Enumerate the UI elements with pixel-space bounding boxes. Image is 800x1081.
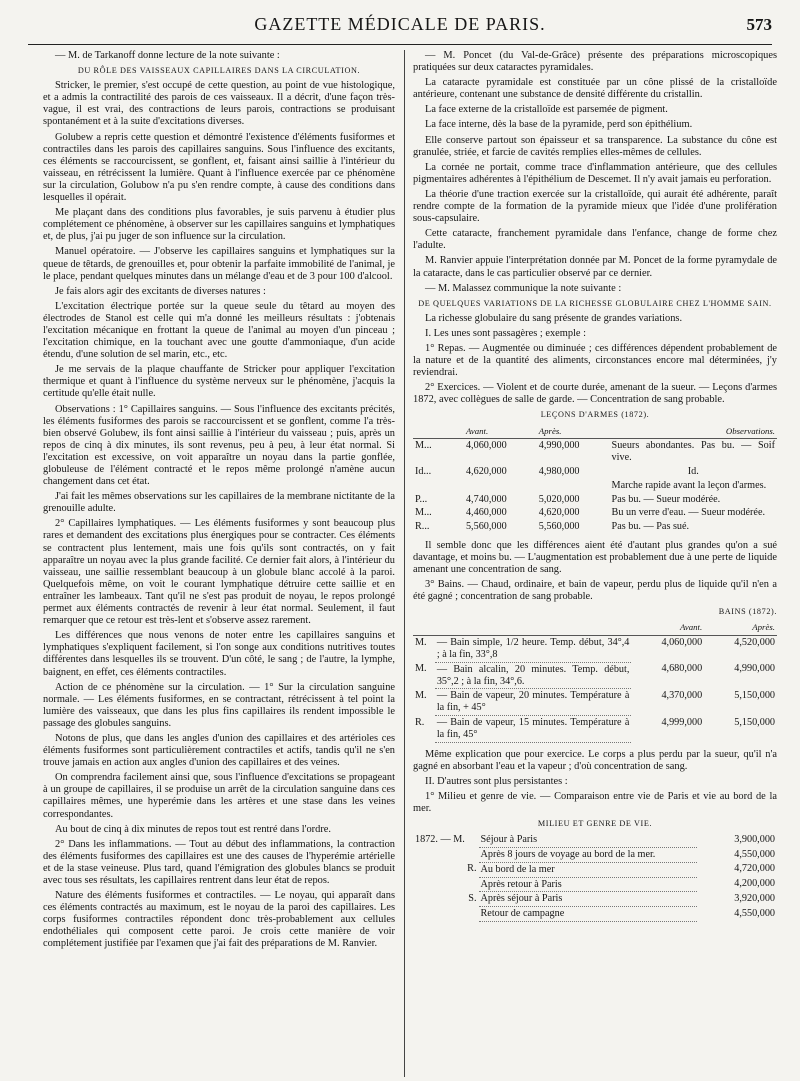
table-cell: 4,520,000 xyxy=(734,637,775,649)
table-header-cell xyxy=(413,621,435,635)
paragraph: 1° Repas. — Augmentée ou diminuée ; ces différences dépendent probablement de la nature et de la quantité des aliments, circonstances encore mal déterminées, j'y reviendrai. xyxy=(413,342,777,379)
table-cell: R. xyxy=(467,863,477,875)
table-row xyxy=(413,662,777,689)
paragraph: Je fais alors agir des excitants de diverses natures : xyxy=(55,285,266,297)
table-row xyxy=(413,506,777,520)
table-cell: 4,999,000 xyxy=(661,716,703,728)
paragraph: Les différences que nous venons de noter entre les capillaires sanguins et lymphatiques s'expliquent facilement, si l'on songe aux conditions nutritives toutes différentes dans lesquelles ils se trouvent. D'un côté, le sang ; de l'autre, la lymphe, baignent, en effet, ces éléments contractiles. xyxy=(43,630,395,678)
page-header xyxy=(28,10,772,45)
table-cell: 4,720,000 xyxy=(734,863,775,875)
table-cell: — Bain de vapeur, 15 minutes. Température à la fin, 45° xyxy=(435,716,632,743)
paragraph: La richesse globulaire du sang présente de grandes variations. xyxy=(425,312,683,324)
table-cell: — Bain de vapeur, 20 minutes. Température à la fin, + 45° xyxy=(435,689,632,716)
table-cell: Au bord de la mer xyxy=(479,862,697,877)
paragraph: Observations : 1° Capillaires sanguins. — Sous l'influence des excitants précités, les éléments fusiformes des parois se raccourcissent et se gonflent, comme l'a très-bien observé Golubew, ils font ainsi saillie à l'intérieur du vaisseau ; puis, après un repos de cinq à dix minutes, ils sont revenus, peu à peu, à leur état normal. Si l'excitation est excessive, on voit apparaître un noyau dans la partie gonflée, globuleuse de l'élément contracté et le repos même prolongé n'amène aucun changement dans cet état. xyxy=(43,403,395,488)
paragraph: Stricker, le premier, s'est occupé de cette question, au point de vue histologique, et a admis la contractilité des parois de ces vaisseaux. Il a décrit, d'une façon très-vague, il est vrai, des contractions de leurs parois, contractions se produisant spontanément et à la suite d'excitations diverses. xyxy=(43,80,395,128)
paragraph: 2° Dans les inflammations. — Tout au début des inflammations, la contraction des éléments fusiformes des capillaires est une des causes de l'hyperémie artérielle et de la stase veineuse. Plus tard, quand l'émigration des globules blancs se produit avec tous ses résultats, les capillaires rentrent dans leur état de repos. xyxy=(43,838,395,886)
table-row xyxy=(413,907,777,922)
table-cell xyxy=(413,848,479,863)
paragraph: Manuel opératoire. — J'observe les capillaires sanguins et lymphatiques sur la queue de têtards, de grenouilles et, pour obtenir la parfaite immobilité de l'animal, je le place, pendant quelques minutes dans un mélange d'eau et de 3 pour 100 d'alcool. xyxy=(43,246,395,282)
page-title: GAZETTE MÉDICALE DE PARIS. xyxy=(254,14,546,34)
table-cell: 5,560,000 xyxy=(538,521,580,533)
paragraph: — M. Poncet (du Val-de-Grâce) présente des préparations microscopiques pratiquées sur deux cataractes pyramidales. xyxy=(413,50,777,74)
table-cell xyxy=(537,479,610,493)
table-cell: 4,550,000 xyxy=(734,907,775,919)
paragraph: Elle conserve partout son épaisseur et sa transparence. La substance du cône est granulée, striée, et farcie de cavités remplies elles-mêmes de cellules. xyxy=(413,134,777,158)
paragraph: Action de ce phénomène sur la circulation. — 1° Sur la circulation sanguine normale. — Les éléments fusiformes, en se contractant, rétrécissent à tel point la lumière des vaisseaux, que dans les plus fins capillaires ils rendent impossible le passage des globules sanguins. xyxy=(43,681,395,729)
table-cell: 4,990,000 xyxy=(538,440,580,452)
tarkanoff-intro: — M. de Tarkanoff donne lecture de la note suivante : xyxy=(55,50,280,61)
table-row xyxy=(413,520,777,534)
table-cell: Bu un verre d'eau. — Sueur modérée. xyxy=(611,507,766,519)
paragraph: La cornée ne portait, comme trace d'inflammation antérieure, que des cellules pigmentaires adhérentes à l'épithélium de Descemet. Il n'y avait jamais eu perforation. xyxy=(413,161,777,185)
table-cell: Id. xyxy=(687,465,699,477)
table-cell: Id... xyxy=(415,465,432,477)
table-cell xyxy=(413,907,479,922)
table-cell: M... xyxy=(415,440,432,452)
table-header-cell xyxy=(435,621,632,635)
table-cell: 4,200,000 xyxy=(734,878,775,890)
paragraph: Notons de plus, que dans les angles d'union des capillaires et des artérioles ces éléments fusiformes sont particulièrement contractiles et actifs, tandis qu'il ne s'en trouve jamais en action aux angles d'union des capillaires et des veines. xyxy=(43,732,395,769)
table-cell: 5,560,000 xyxy=(465,521,507,533)
paragraph: I. Les unes sont passagères ; exemple : xyxy=(425,327,587,339)
table-cell: 4,460,000 xyxy=(465,507,507,519)
table-row xyxy=(413,689,777,716)
paragraph: — M. Malassez communique la note suivante : xyxy=(425,282,622,294)
paragraph: Me plaçant dans des conditions plus favorables, je suis parvenu à étudier plus complétement ce phénomène, à observer sur les capillaires sanguins et lymphatiques et, de plus, j'ai pu juger de son influence sur la circulation. xyxy=(43,207,395,243)
paragraph: Nature des éléments fusiformes et contractiles. — Le noyau, qui apparaît dans ces éléments contractés au maximum, est le noyau de la paroi des capillaires. Les corps fusiformes contractiles répondent donc très-probablement aux cellules endothéliales qui composent cette paroi. Je crois cette manière de voir complétement justifiée par l'examen que j'ai fait des préparations de M. Ranvier. xyxy=(43,890,395,950)
paragraph: J'ai fait les mêmes observations sur les capillaires de la membrane nictitante de la grenouille adulte. xyxy=(43,491,395,515)
table-cell: 4,740,000 xyxy=(465,493,507,505)
table-cell: Après séjour à Paris xyxy=(479,892,697,907)
paragraph: 1° Milieu et genre de vie. — Comparaison entre vie de Paris et vie au bord de la mer. xyxy=(413,790,777,815)
table-cell: M. xyxy=(415,663,427,675)
table-row xyxy=(413,493,777,507)
table-row xyxy=(413,848,777,863)
table-cell: Retour de campagne xyxy=(479,907,697,922)
paragraph: La face externe de la cristalloïde est parsemée de pigment. xyxy=(425,104,668,116)
paragraph: L'excitation électrique portée sur la queue seule du têtard au moyen des électrodes de Stanol est celle qui m'a donné les meilleurs résultats : j'obtenais l'excitation mécanique en frottant la queue de l'animal au moyen d'un pinceau ; l'excitation chimique, en la touchant avec une goutte d'ammoniaque, d'un acide étendu, d'une solution de sel marin, etc., etc. xyxy=(43,300,395,361)
table-row xyxy=(413,439,777,465)
article-heading: DU RÔLE DES VAISSEAUX CAPILLAIRES DANS LA CIRCULATION. xyxy=(77,66,361,76)
table-cell xyxy=(413,479,464,493)
page-number: 573 xyxy=(746,15,772,34)
table-header-cell: Avant. xyxy=(464,425,537,439)
table-cell: Après 8 jours de voyage au bord de la mer. xyxy=(479,848,697,863)
table-caption: BAINS (1872). xyxy=(718,607,777,617)
paragraph: Même explication que pour exercice. Le corps a plus perdu par la sueur, qu'il n'a gagné en absorbant l'eau et la vapeur ; d'où concentration de sang. xyxy=(413,748,777,772)
table-cell: Après retour à Paris xyxy=(479,877,697,892)
table-cell: 1872. — M. xyxy=(415,834,465,846)
table-cell: M... xyxy=(415,507,432,519)
paragraph: La théorie d'une traction exercée sur la cristalloïde, qui aurait été adhérente, paraît rendre compte de la formation de la pyramide mieux que l'idée d'une prolifération sous-capsulaire. xyxy=(413,188,777,225)
right-column xyxy=(413,50,777,1081)
table-cell: 4,980,000 xyxy=(538,465,580,477)
table-cell: S. xyxy=(468,892,477,904)
table-cell: R. xyxy=(415,716,425,728)
table-cell: R... xyxy=(415,521,430,533)
table-cell: Pas bu. — Pas sué. xyxy=(611,521,690,533)
paragraph: 2° Capillaires lymphatiques. — Les éléments fusiformes y sont beaucoup plus rares et demandent des excitations plus énergiques pour se contracter. Ces éléments se contractent plus lentement, mais une fois qu'ils sont contractés, on y fait apparaître un noyau avec la plus grande facilité. Ce dernier fait alors, à l'intérieur du vaisseau, une saillie ressemblant beaucoup à un globule blanc accolé à la paroi. Quelquefois même, on voit le courant lymphatique détruire cette saillie et en entraîner les lambeaux. Tant qu'il ne s'est pas produit de noyau, le repos prolongé permet aux éléments contractés de revenir à leur état normal. Seulement, il faut remarquer que ce retour est très-lent et s'observe assez rarement. xyxy=(43,518,395,627)
paragraph: 2° Exercices. — Violent et de courte durée, amenant de la sueur. — Leçons d'armes 1872, avec collègues de salle de garde. — Concentration de sang probable. xyxy=(413,382,777,406)
table-row xyxy=(413,716,777,743)
table-caption: MILIEU ET GENRE DE VIE. xyxy=(537,819,653,829)
paragraph: 3° Bains. — Chaud, ordinaire, et bain de vapeur, perdu plus de liquide qu'il n'en a été gagné ; concentration de sang probable. xyxy=(413,579,777,603)
article-heading: DE QUELQUES VARIATIONS DE LA RICHESSE GLOBULAIRE CHEZ L'HOMME SAIN. xyxy=(418,298,772,308)
table-cell xyxy=(464,479,537,493)
table-cell: M. xyxy=(415,689,427,701)
table-row xyxy=(413,479,777,493)
table-header-cell xyxy=(413,425,464,439)
lecons-armes-table xyxy=(413,425,777,534)
table-cell: 5,150,000 xyxy=(734,716,775,728)
table-cell: 4,620,000 xyxy=(465,465,507,477)
table-row xyxy=(413,862,777,877)
paragraph: La cataracte pyramidale est constituée par un cône plissé de la cristalloïde antérieure, contenant une substance de densité différente du cristallin. xyxy=(413,77,777,101)
table-cell: 4,990,000 xyxy=(734,663,775,675)
table-cell: P... xyxy=(415,493,428,505)
table-header-row xyxy=(413,425,777,439)
table-cell: Marche rapide avant la leçon d'armes. xyxy=(611,479,767,491)
bains-table xyxy=(413,621,777,742)
paragraph: Je me servais de la plaque chauffante de Stricker pour appliquer l'excitation thermique et quant à l'influence du système nerveux sur le phénomène, j'acquis la certitude qu'elle était nulle. xyxy=(43,364,395,400)
table-row xyxy=(413,877,777,892)
table-row xyxy=(413,892,777,907)
table-header-cell: Après. xyxy=(537,425,610,439)
paragraph: La face interne, dès la base de la pyramide, perd son épithélium. xyxy=(425,119,693,131)
paragraph: II. D'autres sont plus persistantes : xyxy=(425,775,568,787)
table-row xyxy=(413,465,777,479)
table-cell: 4,550,000 xyxy=(734,848,775,860)
table-header-cell: Après. xyxy=(704,621,777,635)
table-cell: 5,150,000 xyxy=(734,689,775,701)
table-cell: Pas bu. — Sueur modérée. xyxy=(611,493,721,505)
paragraph: Golubew a repris cette question et démontré l'existence d'éléments fusiformes et contractiles dans les parois des capillaires sanguins. Sous l'influence des excitants, ces éléments se raccourcissent, se gonflent, et, faisant ainsi saillie à l'intérieur du vaisseau, en rétrécissent la lumière. Quant à l'influence exercée par ce phénomène sur la circulation, Golubow n'a pu s'en rendre compte, à cause des conditions dans lesquelles il opérait. xyxy=(43,131,395,204)
table-header-row xyxy=(413,621,777,635)
column-divider xyxy=(404,50,405,1077)
table-cell: 3,900,000 xyxy=(734,834,775,846)
table-caption: LEÇONS D'ARMES (1872). xyxy=(540,410,650,420)
table-cell: 4,370,000 xyxy=(661,689,703,701)
table-cell: 4,620,000 xyxy=(538,507,580,519)
table-row xyxy=(413,636,777,663)
milieu-vie-table xyxy=(413,833,777,922)
paragraph: M. Ranvier appuie l'interprétation donnée par M. Poncet de la forme pyramydale de la cataracte, dans le cas particulier observé par ce dernier. xyxy=(413,255,777,279)
table-cell: 4,060,000 xyxy=(661,637,703,649)
paragraph: Au bout de cinq à dix minutes de repos tout est rentré dans l'ordre. xyxy=(55,823,332,835)
table-cell: — Bain alcalin, 20 minutes. Temp. début, 35°,2 ; à la fin, 34°,6. xyxy=(435,662,632,689)
left-column xyxy=(43,50,395,1081)
table-cell: Sueurs abondantes. Pas bu. — Soif vive. xyxy=(611,440,775,464)
table-header-cell: Observations. xyxy=(610,425,777,439)
table-cell: — Bain simple, 1/2 heure. Temp. début, 34°,4 ; à la fin, 33°,8 xyxy=(435,636,632,663)
table-cell: 4,680,000 xyxy=(661,663,703,675)
table-cell: Séjour à Paris xyxy=(479,833,697,847)
table-row xyxy=(413,833,777,847)
table-cell: M. xyxy=(415,637,427,649)
table-cell: 4,060,000 xyxy=(465,440,507,452)
table-header-cell: Avant. xyxy=(631,621,704,635)
paragraph: Cette cataracte, franchement pyramidale dans l'enfance, change de forme chez l'adulte. xyxy=(413,228,777,252)
table-cell: 3,920,000 xyxy=(734,892,775,904)
table-cell xyxy=(413,877,479,892)
paragraph: Il semble donc que les différences aient été d'autant plus grandes qu'on a sué davantage, et moins bu. — L'augmentation est probablement due à une perte de liquide amenant une concentration de sang. xyxy=(413,539,777,576)
paragraph: On comprendra facilement ainsi que, sous l'influence d'excitations se propageant à un groupe de capillaires, il se produise un arrêt de la circulation sanguine dans ces capillaires mêmes, une hyperémie dans les artères et une stase dans les veines correspondantes. xyxy=(43,772,395,820)
table-cell: 5,020,000 xyxy=(538,493,580,505)
